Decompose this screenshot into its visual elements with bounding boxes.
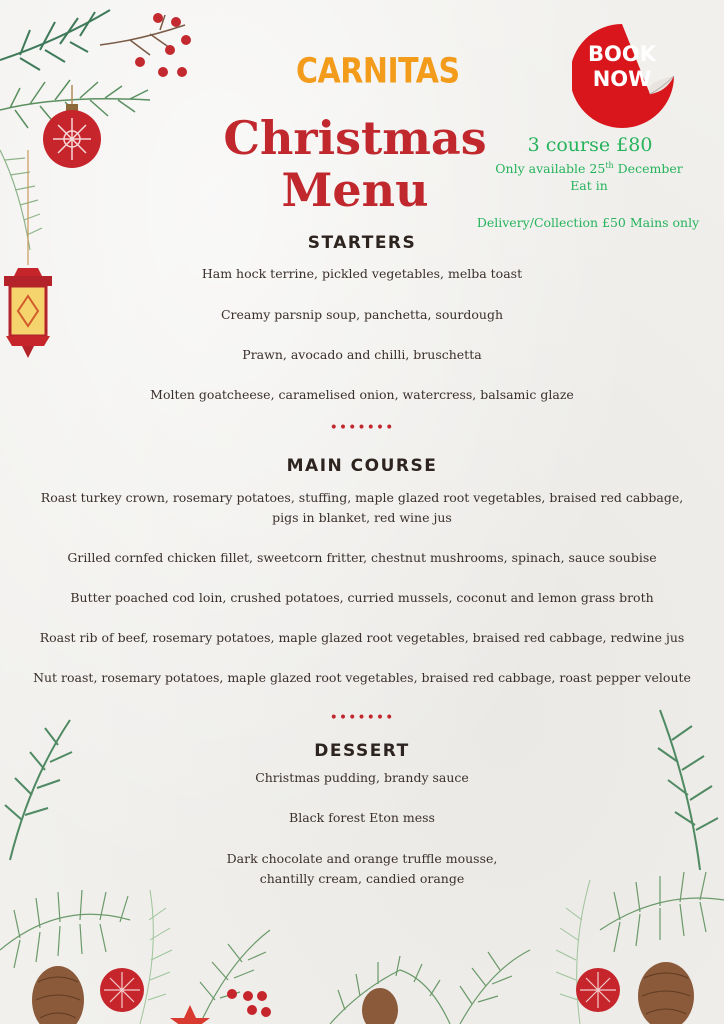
title-line-1: Christmas [223, 111, 487, 165]
book-now-label [572, 42, 672, 92]
starter-item: Molten goatcheese, caramelised onion, watercress, balsamic glaze [150, 387, 574, 402]
offer-availability: Only available 25th December [495, 161, 683, 177]
brand-logo: CARNITAS [296, 51, 460, 92]
starter-item: Prawn, avocado and chilli, bruschetta [242, 347, 482, 362]
page-title [220, 112, 490, 216]
main-item: Butter poached cod loin, crushed potatoes, curried mussels, coconut and lemon grass broth [70, 590, 654, 605]
starter-item: Creamy parsnip soup, panchetta, sourdough [220, 307, 504, 322]
offer-delivery: Delivery/Collection £50 Mains only [476, 215, 700, 230]
book-label: BOOK [588, 42, 656, 66]
book-now-button[interactable] [572, 22, 682, 130]
offer-price: 3 course £80 [527, 134, 653, 156]
dessert-item: Black forest Eton mess [289, 810, 435, 825]
offer-eat-in: Eat in [570, 178, 608, 193]
dessert-heading: DESSERT [314, 741, 410, 761]
dessert-item: Dark chocolate and orange truffle mousse, [226, 851, 498, 866]
starter-item: Ham hock terrine, pickled vegetables, melba toast [201, 266, 523, 281]
main-item: Roast turkey crown, rosemary potatoes, stuffing, maple glazed root vegetables, braised red cabbage, [40, 490, 684, 505]
main-item: Roast rib of beef, rosemary potatoes, maple glazed root vegetables, braised red cabbage, redwine jus [39, 630, 685, 645]
starters-heading: STARTERS [307, 233, 417, 253]
main-item: Grilled cornfed chicken fillet, sweetcorn fritter, chestnut mushrooms, spinach, sauce soubise [67, 550, 657, 565]
main-course-heading: MAIN COURSE [286, 456, 438, 476]
section-divider: ••••••• [329, 420, 395, 436]
main-item: pigs in blanket, red wine jus [272, 510, 452, 525]
section-divider: ••••••• [329, 710, 395, 726]
main-item: Nut roast, rosemary potatoes, maple glazed root vegetables, braised red cabbage, roast pepper veloute [33, 670, 691, 685]
title-line-2: Menu [281, 163, 429, 217]
pine-garland-bottom-decoration [0, 700, 724, 1024]
dessert-item: chantilly cream, candied orange [259, 871, 465, 886]
now-label: NOW [592, 67, 652, 91]
dessert-item: Christmas pudding, brandy sauce [255, 770, 469, 785]
